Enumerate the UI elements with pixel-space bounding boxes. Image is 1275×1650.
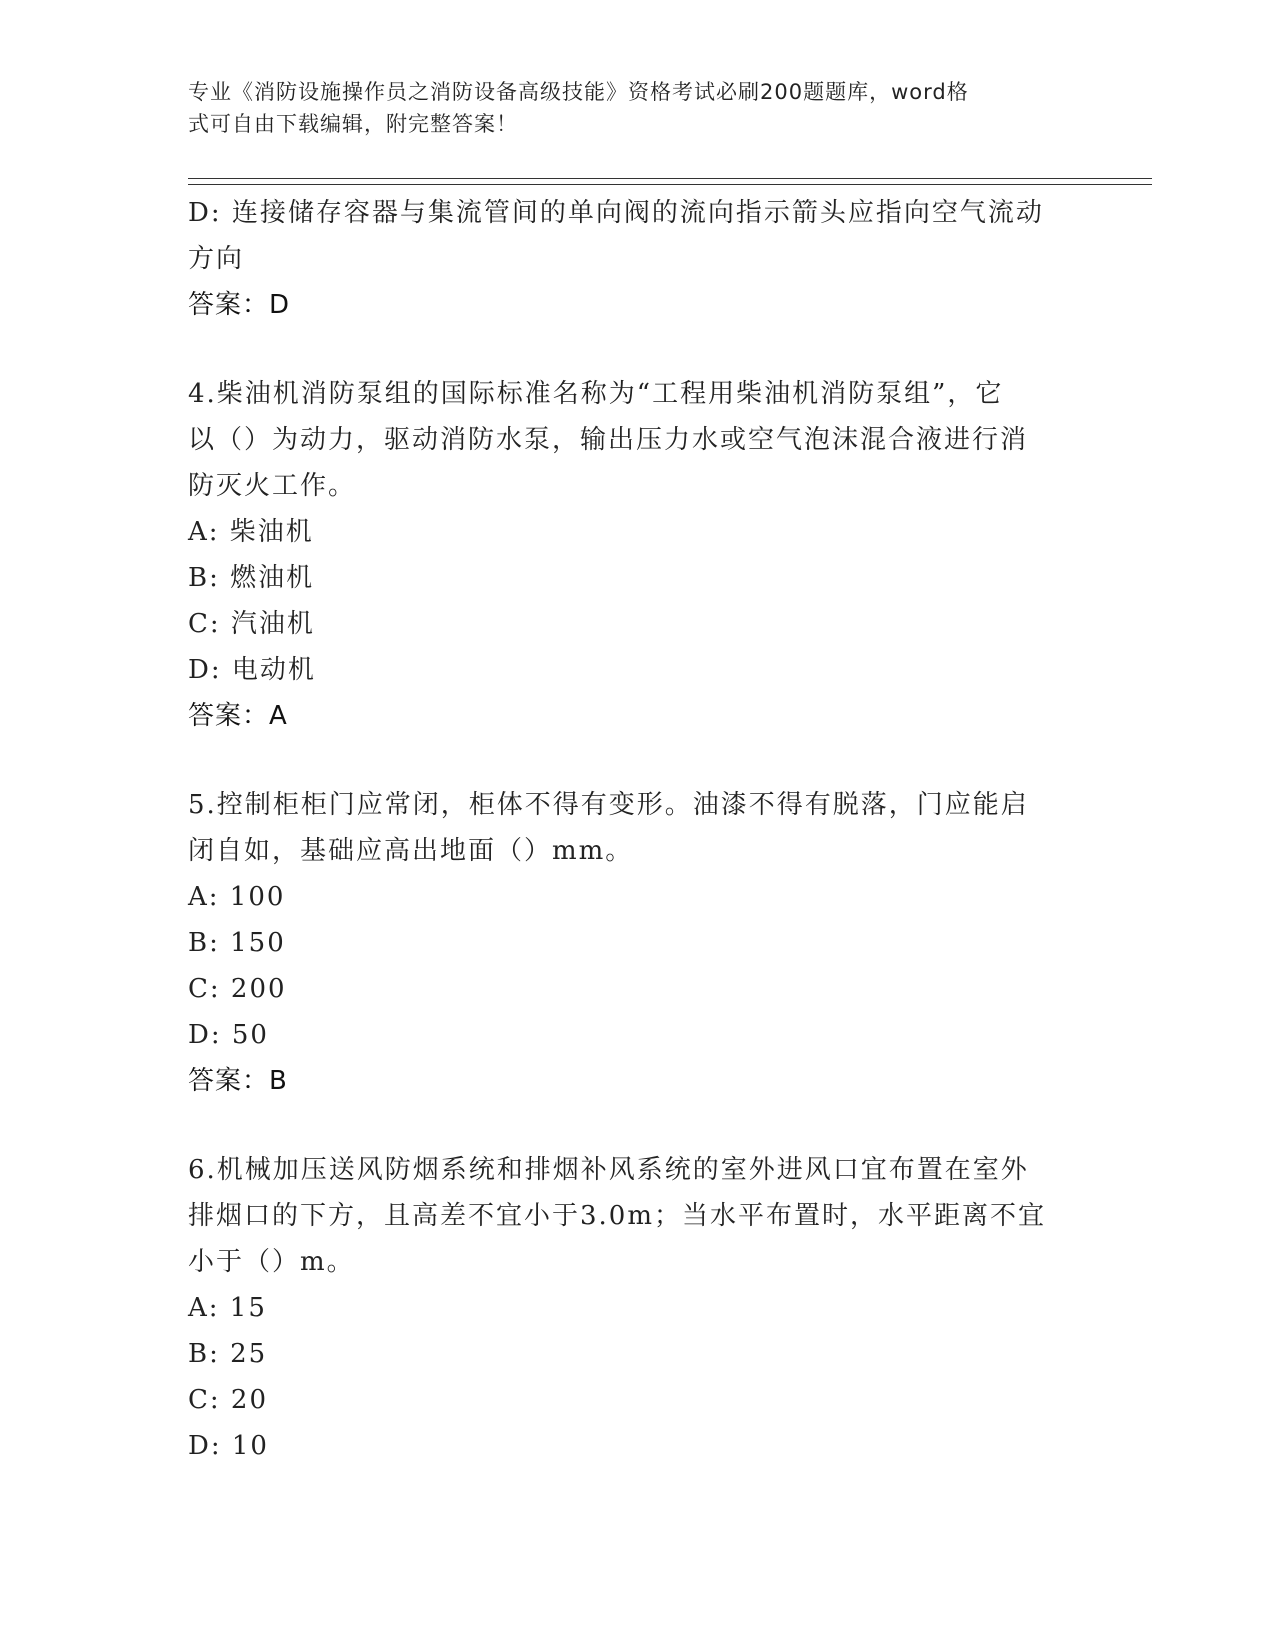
question-4 xyxy=(188,371,1088,739)
option-d-line-2: 方向 xyxy=(188,244,245,274)
option-b: B: 25 xyxy=(188,1339,268,1369)
option-a: A: 100 xyxy=(188,882,286,912)
answer: 答案：B xyxy=(188,1066,288,1096)
question-stem-line: 5.控制柜柜门应常闭，柜体不得有变形。油漆不得有脱落，门应能启 xyxy=(188,790,1029,820)
option-d-line-1: D: 连接储存容器与集流管间的单向阀的流向指示箭头应指向空气流动 xyxy=(188,198,1044,228)
question-stem-line: 闭自如，基础应高出地面（）mm。 xyxy=(188,836,634,866)
header-line-1: 专业《消防设施操作员之消防设备高级技能》资格考试必刷200题题库，word格 xyxy=(188,80,969,104)
header-divider-bottom xyxy=(188,184,1152,185)
option-d: D: 10 xyxy=(188,1431,269,1461)
option-d: D: 电动机 xyxy=(188,655,316,685)
option-d: D: 50 xyxy=(188,1020,269,1050)
option-b: B: 150 xyxy=(188,928,286,958)
option-c: C: 200 xyxy=(188,974,287,1004)
header-line-2: 式可自由下载编辑，附完整答案！ xyxy=(188,112,518,136)
question-stem-line: 4.柴油机消防泵组的国际标准名称为“工程用柴油机消防泵组”，它 xyxy=(188,379,1004,409)
question-5 xyxy=(188,782,1088,1104)
question-6 xyxy=(188,1147,1088,1469)
question-stem-line: 6.机械加压送风防烟系统和排烟补风系统的室外进风口宜布置在室外 xyxy=(188,1155,1029,1185)
question-stem-line: 小于（）m。 xyxy=(188,1247,355,1277)
question-stem-line: 排烟口的下方，且高差不宜小于3.0m；当水平布置时，水平距离不宜 xyxy=(188,1201,1047,1231)
option-c: C: 汽油机 xyxy=(188,609,315,639)
document-header xyxy=(188,76,1068,140)
option-b: B: 燃油机 xyxy=(188,563,315,593)
question-stem-line: 防灭火工作。 xyxy=(188,471,357,501)
option-a: A: 15 xyxy=(188,1293,267,1323)
option-a: A: 柴油机 xyxy=(188,517,314,547)
option-c: C: 20 xyxy=(188,1385,269,1415)
answer: 答案：D xyxy=(188,290,291,320)
document-body xyxy=(188,190,1088,1469)
question-3-tail xyxy=(188,190,1088,328)
answer: 答案：A xyxy=(188,701,288,731)
header-divider-top xyxy=(188,178,1152,179)
question-stem-line: 以（）为动力，驱动消防水泵，输出压力水或空气泡沫混合液进行消 xyxy=(188,425,1029,455)
